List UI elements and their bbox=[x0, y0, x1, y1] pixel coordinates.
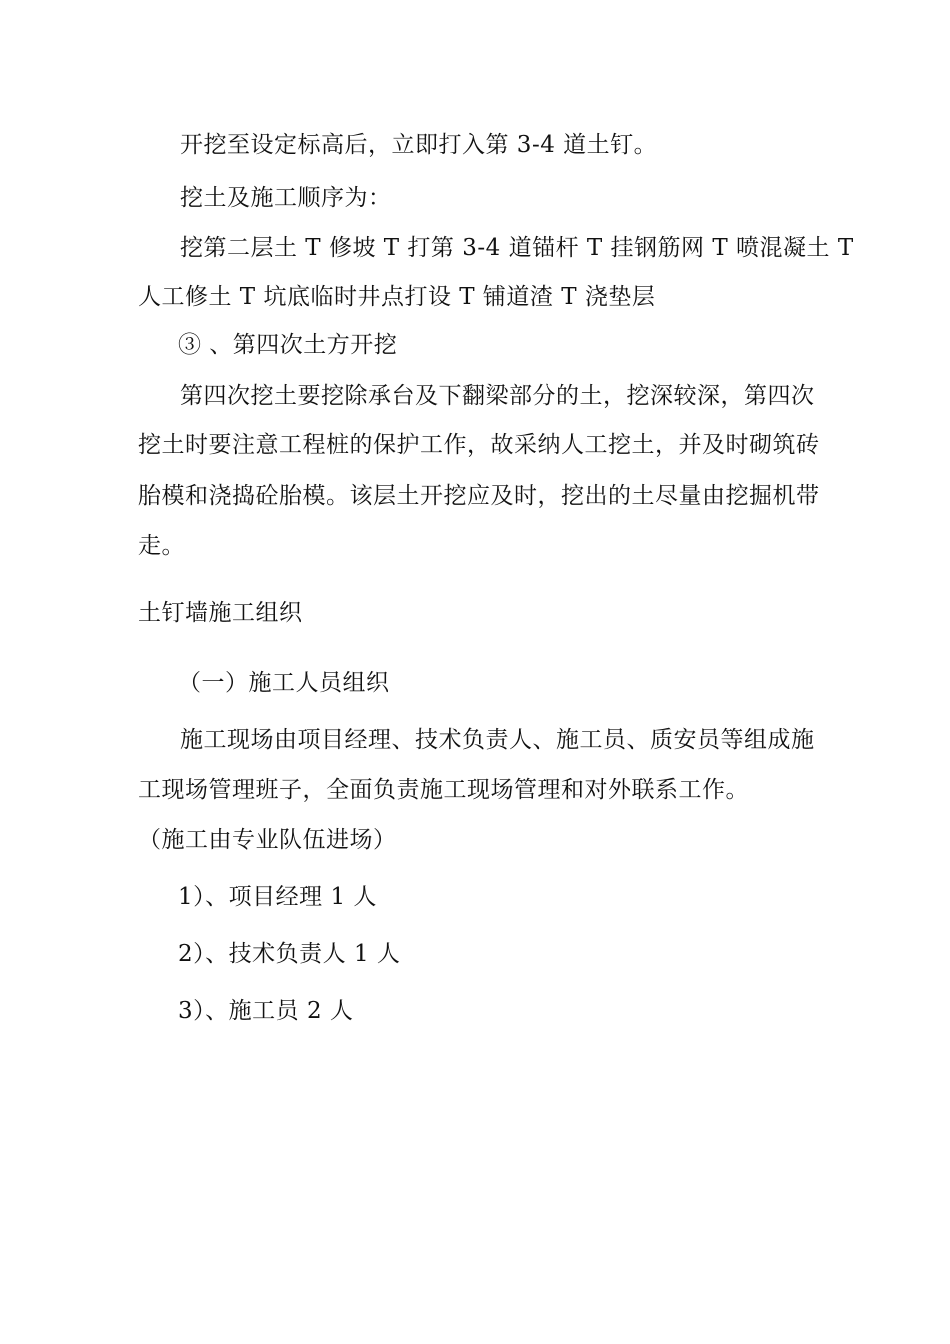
paragraph-line: 工现场管理班子，全面负责施工现场管理和对外联系工作。 bbox=[138, 777, 749, 803]
list-item: 1）、项目经理 1 人 bbox=[178, 884, 377, 910]
paragraph-line: 第四次挖土要挖除承台及下翻梁部分的土，挖深较深，第四次 bbox=[180, 383, 815, 409]
list-item: 3）、施工员 2 人 bbox=[178, 998, 354, 1024]
paragraph-line: 挖土时要注意工程桩的保护工作，故采纳人工挖土，并及时砌筑砖 bbox=[138, 432, 820, 458]
paragraph-line: 胎模和浇捣砼胎模。该层土开挖应及时，挖出的土尽量由挖掘机带 bbox=[138, 483, 820, 509]
paragraph-line: 人工修土 T 坑底临时井点打设 T 铺道渣 T 浇垫层 bbox=[138, 284, 656, 310]
paragraph-line: 挖第二层土 T 修坡 T 打第 3-4 道锚杆 T 挂钢筋网 T 喷混凝土 T bbox=[180, 235, 854, 261]
list-item: 2）、技术负责人 1 人 bbox=[178, 941, 401, 967]
paragraph-line: （施工由专业队伍进场） bbox=[138, 827, 397, 853]
paragraph-line: 施工现场由项目经理、技术负责人、施工员、质安员等组成施 bbox=[180, 727, 815, 753]
paragraph-line: 开挖至设定标高后，立即打入第 3-4 道土钉。 bbox=[180, 132, 658, 158]
subsection-heading: （一）施工人员组织 bbox=[178, 670, 390, 696]
section-title: 土钉墙施工组织 bbox=[138, 600, 303, 626]
section-heading: ③ 、第四次土方开挖 bbox=[178, 332, 398, 358]
paragraph-line: 走。 bbox=[138, 533, 185, 559]
paragraph-line: 挖土及施工顺序为： bbox=[180, 185, 392, 211]
